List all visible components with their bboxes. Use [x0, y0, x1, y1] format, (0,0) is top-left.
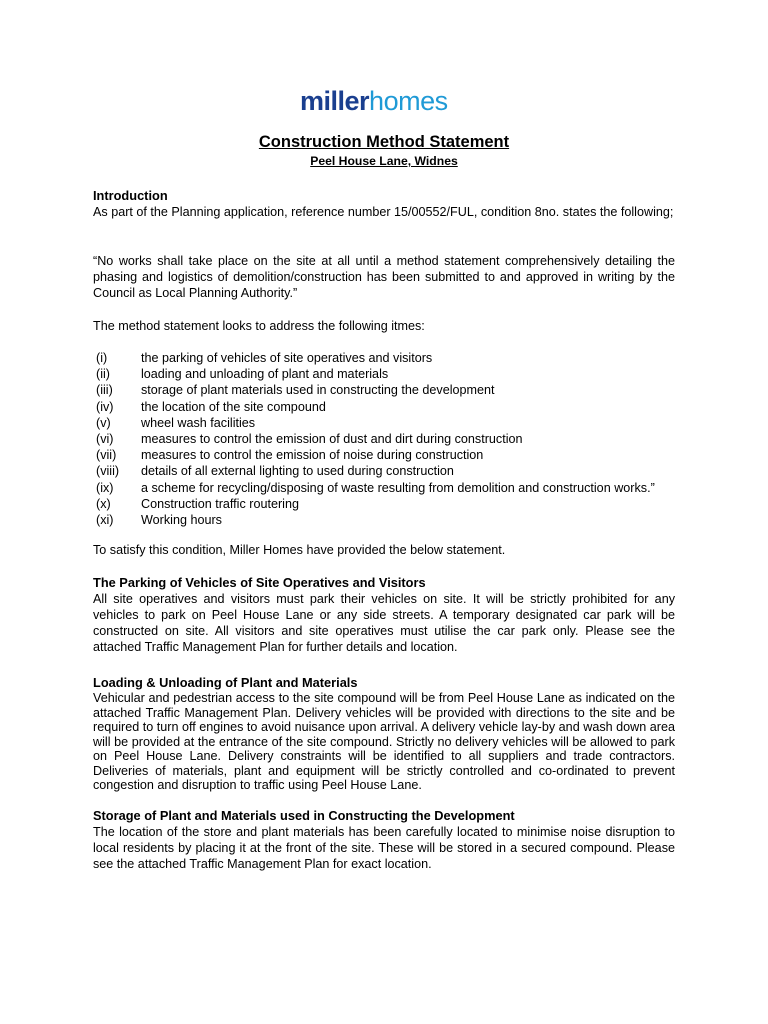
list-item [96, 480, 674, 496]
introduction-section [93, 188, 675, 220]
list-item [96, 350, 674, 366]
list-item [96, 431, 674, 447]
list-item-number: (x) [96, 496, 111, 511]
document-title: Construction Method Statement [258, 133, 510, 151]
list-item-text: the location of the site compound [141, 399, 326, 414]
list-item [96, 366, 674, 382]
list-item-number: (iii) [96, 383, 113, 398]
list-item-text: Construction traffic routering [141, 496, 299, 511]
list-item-text: measures to control the emission of dust and dirt during construction [141, 431, 523, 446]
list-item-text: measures to control the emission of noise during construction [141, 448, 484, 463]
list-item [96, 496, 674, 512]
introduction-heading: Introduction [93, 188, 168, 203]
parking-heading: The Parking of Vehicles of Site Operatives and Visitors [93, 575, 426, 590]
list-item-number: (v) [96, 415, 111, 430]
document-subtitle: Peel House Lane, Widnes [310, 154, 458, 168]
introduction-paragraph: As part of the Planning application, reference number 15/00552/FUL, condition 8no. states the following; [93, 205, 674, 219]
storage-section [93, 808, 675, 872]
list-item-number: (xi) [96, 512, 114, 527]
parking-section [93, 575, 675, 655]
condition-quote: “No works shall take place on the site at all until a method statement comprehensively detailing the phasing and logistics of demolition/construction has been submitted to and approved in writing by the Council as Local Planning Authority.” [93, 254, 675, 300]
logo-text-miller: miller [300, 86, 370, 116]
list-item-text: the parking of vehicles of site operatives and visitors [141, 351, 433, 365]
loading-section [93, 675, 675, 793]
list-item-text: a scheme for recycling/disposing of waste resulting from demolition and construction works.” [141, 480, 655, 495]
storage-paragraph: The location of the store and plant materials has been carefully located to minimise noise disruption to local residents by placing it at the front of the site. These will be stored in a secured compound. Please see the attached Traffic Management Plan for exact location. [93, 825, 675, 871]
list-item-number: (iv) [96, 399, 114, 414]
list-item-number: (i) [96, 351, 108, 365]
logo-text-homes: homes [369, 86, 448, 116]
loading-paragraph: Vehicular and pedestrian access to the site compound will be from Peel House Lane as indicated on the attached Traffic Management Plan. Delivery vehicles will be provided with directions to the site and be required to turn off engines to avoid nuisance upon arrival. A delivery vehicle lay-by and wash down area will be provided at the entrance of the site compound. Strictly no delivery vehicles will be allowed to park on Peel House Lane. Delivery constraints will be identified to all suppliers and trade contractors. Deliveries of materials, plant and equipment will be strictly controlled and co-ordinated to prevent congestion and disruption to traffic using Peel House Lane. [93, 691, 675, 792]
list-item-text: wheel wash facilities [141, 415, 256, 430]
condition-items-list [96, 350, 674, 528]
satisfy-statement: To satisfy this condition, Miller Homes have provided the below statement. [93, 543, 506, 557]
storage-heading: Storage of Plant and Materials used in Constructing the Development [93, 808, 515, 823]
list-item [96, 415, 674, 431]
list-item [96, 399, 674, 415]
list-item-text: details of all external lighting to used during construction [141, 464, 454, 479]
list-item-text: storage of plant materials used in constructing the development [141, 383, 495, 398]
list-item-number: (viii) [96, 464, 120, 479]
list-item [96, 463, 674, 479]
list-item-number: (ix) [96, 480, 114, 495]
list-item-text: Working hours [141, 512, 222, 527]
miller-homes-logo [300, 86, 448, 116]
list-item [96, 512, 674, 528]
items-intro: The method statement looks to address the following itmes: [93, 319, 425, 333]
list-item-number: (vi) [96, 431, 114, 446]
loading-heading: Loading & Unloading of Plant and Materials [93, 675, 358, 690]
list-item-number: (ii) [96, 367, 110, 382]
list-item-number: (vii) [96, 448, 117, 463]
list-item-text: loading and unloading of plant and materials [141, 367, 389, 382]
parking-paragraph: All site operatives and visitors must park their vehicles on site. It will be strictly prohibited for any vehicles to park on Peel House Lane or any side streets. A temporary designated car park will be constructed on site. All visitors and site operatives must utilise the car park only. Please see the attached Traffic Management Plan for further details and location. [93, 592, 675, 654]
list-item [96, 447, 674, 463]
list-item [96, 382, 674, 398]
